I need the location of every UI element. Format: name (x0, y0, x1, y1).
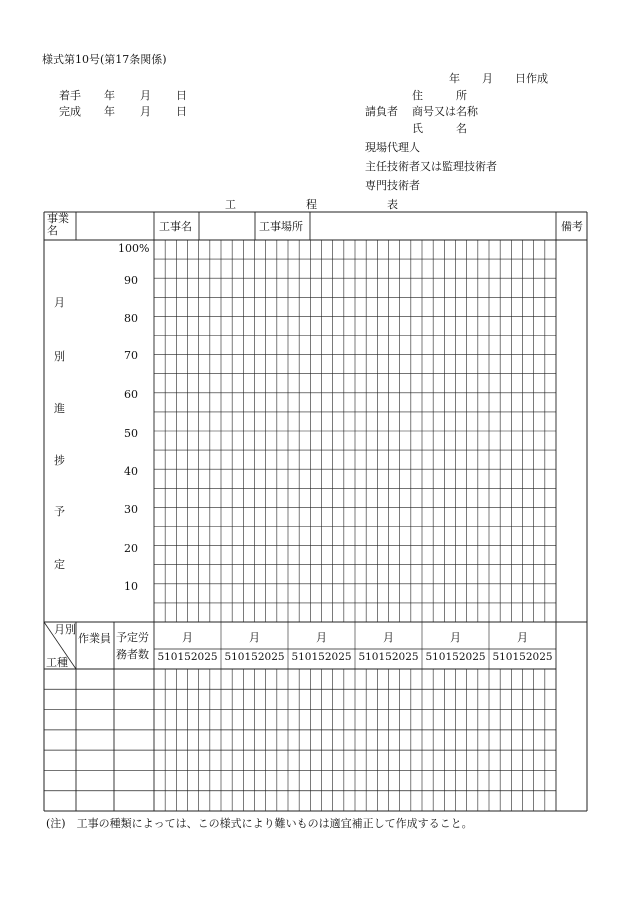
progress-label-2: 別 (54, 350, 65, 363)
created-date: 年 月 日作成 (449, 72, 548, 85)
start-day: 日 (176, 89, 187, 102)
work-type-label: 工種 (46, 656, 68, 669)
percent-tick-60: 60 (124, 388, 138, 401)
progress-label-1: 月 (54, 296, 65, 309)
table-title-1: 工 (225, 198, 236, 211)
completion-month: 月 (140, 105, 151, 118)
table-title-3: 表 (387, 198, 398, 211)
day-ticks-5: 510152025 (425, 651, 486, 663)
worker-label: 作業員 (78, 632, 111, 645)
progress-label-3: 進 (54, 402, 65, 415)
planned-workers-2: 務者数 (116, 648, 149, 661)
specialist-engineer: 専門技術者 (365, 179, 420, 192)
start-year: 年 (104, 89, 115, 102)
start-month: 月 (140, 89, 151, 102)
remarks-label: 備考 (561, 220, 583, 233)
month-label-4: 月 (383, 631, 394, 644)
percent-tick-20: 20 (124, 542, 138, 555)
footnote: (注) 工事の種類によっては、この様式により難いものは適宜補正して作成すること。 (46, 817, 473, 830)
day-ticks-6: 510152025 (492, 651, 553, 663)
progress-label-5: 予 (54, 505, 65, 518)
contractor-address: 住 所 (412, 89, 467, 102)
month-label-2: 月 (249, 631, 260, 644)
month-label-6: 月 (517, 631, 528, 644)
site-agent: 現場代理人 (365, 141, 420, 154)
day-ticks-3: 510152025 (291, 651, 352, 663)
percent-tick-30: 30 (124, 503, 138, 516)
completion-day: 日 (176, 105, 187, 118)
table-title-2: 程 (306, 198, 317, 211)
percent-tick-10: 10 (124, 580, 138, 593)
percent-tick-40: 40 (124, 465, 138, 478)
work-place-label: 工事場所 (259, 220, 303, 233)
work-name-label: 工事名 (159, 220, 192, 233)
project-name-label (47, 213, 69, 237)
contractor-name: 氏 名 (412, 122, 467, 135)
chief-engineer: 主任技術者又は監理技術者 (365, 160, 497, 173)
percent-tick-50: 50 (124, 427, 138, 440)
percent-tick-90: 90 (124, 274, 138, 287)
progress-label-6: 定 (54, 558, 65, 571)
percent-tick-100: 100% (118, 242, 150, 255)
form-number: 様式第10号(第17条関係) (42, 53, 167, 66)
day-ticks-2: 510152025 (224, 651, 285, 663)
month-label-5: 月 (450, 631, 461, 644)
month-label-3: 月 (316, 631, 327, 644)
progress-label-4: 捗 (54, 454, 65, 467)
percent-tick-80: 80 (124, 312, 138, 325)
completion-year: 年 (104, 105, 115, 118)
contractor-trade-name: 商号又は名称 (412, 105, 478, 118)
monthly-label: 月別 (54, 623, 76, 636)
percent-tick-70: 70 (124, 349, 138, 362)
day-ticks-4: 510152025 (358, 651, 419, 663)
project-name-label-text: 事業 名 (47, 212, 69, 237)
month-label-1: 月 (182, 631, 193, 644)
day-ticks-1: 510152025 (157, 651, 218, 663)
contractor-label: 請負者 (365, 105, 398, 118)
start-label: 着手 (59, 89, 81, 102)
completion-label: 完成 (59, 105, 81, 118)
planned-workers-1: 予定労 (116, 631, 149, 644)
